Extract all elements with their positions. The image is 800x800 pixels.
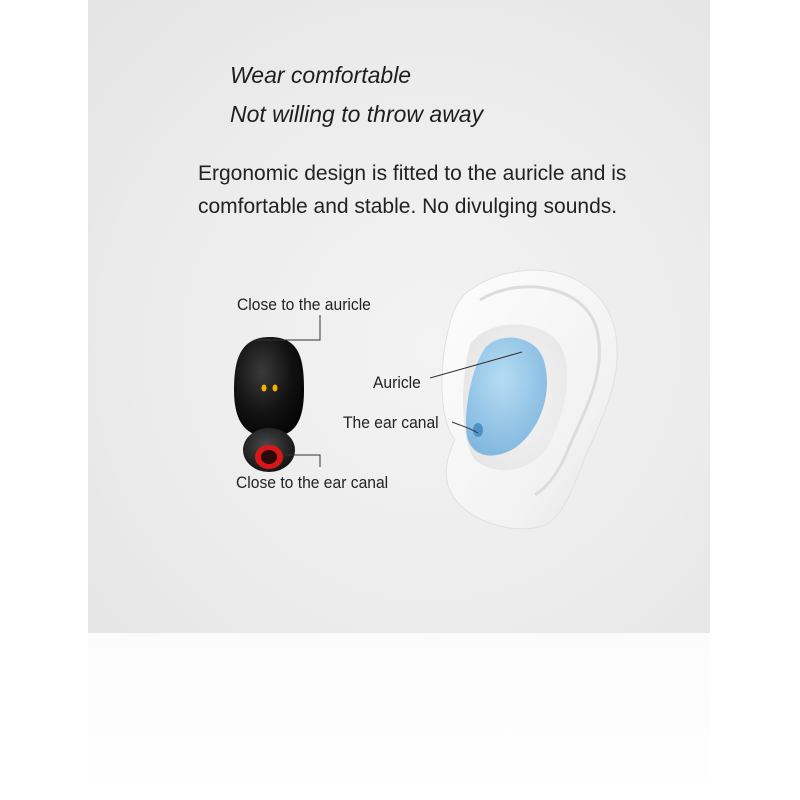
label-ear-canal: The ear canal [343, 413, 439, 432]
label-close-to-auricle: Close to the auricle [237, 295, 371, 314]
ear-image [442, 270, 617, 529]
label-auricle: Auricle [373, 373, 421, 392]
headline-line-1: Wear comfortable [230, 62, 412, 88]
charging-contact-right [273, 385, 278, 392]
charging-contact-left [262, 385, 267, 392]
label-close-to-ear-canal: Close to the ear canal [236, 473, 389, 492]
earbud-image [234, 337, 304, 472]
headline-line-2: Not willing to throw away [230, 101, 484, 127]
description-line-2: comfortable and stable. No divulging sounds. [198, 195, 618, 218]
description-line-1: Ergonomic design is fitted to the auricle and is [198, 162, 627, 185]
